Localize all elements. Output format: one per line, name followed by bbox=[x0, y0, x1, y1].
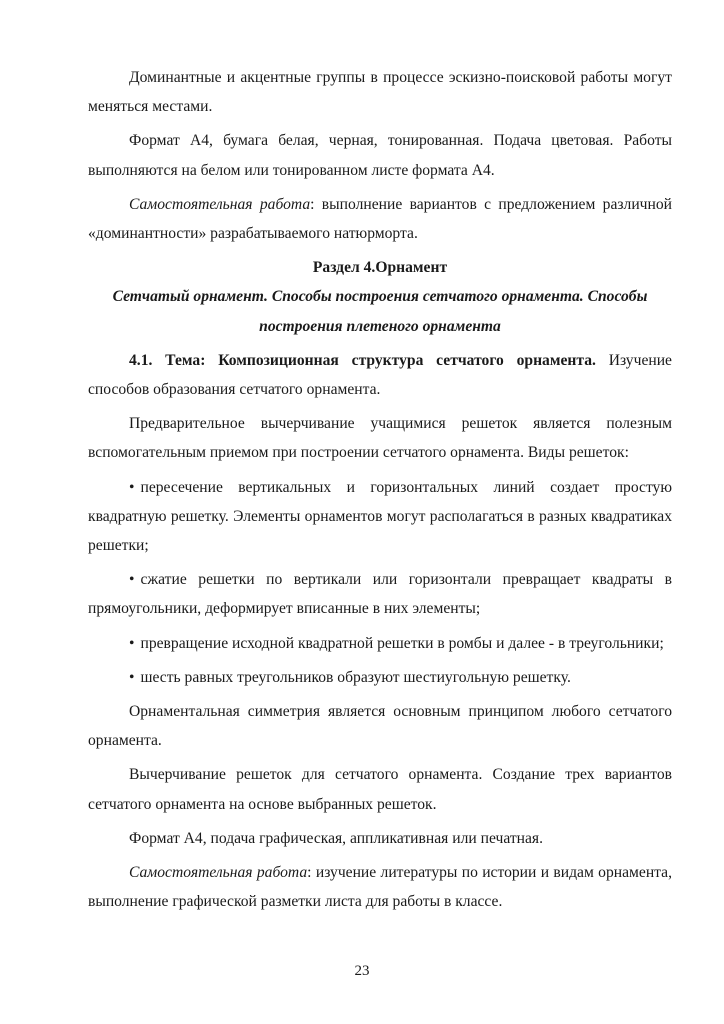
topic-heading: 4.1. Тема: Композиционная структура сетчатого орнамента. bbox=[129, 351, 596, 369]
bullet-item bbox=[88, 629, 672, 658]
paragraph-independent-work-1 bbox=[88, 190, 672, 248]
bullet-item bbox=[88, 473, 672, 561]
section-title: Раздел 4.Орнамент bbox=[312, 259, 448, 277]
bullet-text: пересечение вертикальных и горизонтальных линий создает простую квадратную решетку. Элементы орнаментов могут располагаться в разных квадратиках решетки; bbox=[88, 478, 672, 555]
page-number: 23 bbox=[354, 963, 370, 979]
bullet-item bbox=[88, 565, 672, 623]
bullet-icon: • bbox=[129, 634, 135, 652]
paragraph-grid-variants: Вычерчивание решеток для сетчатого орнамента. Создание трех вариантов сетчатого орнамента на основе выбранных решеток. bbox=[88, 766, 672, 813]
bullet-text: превращение исходной квадратной решетки в ромбы и далее - в треугольники; bbox=[140, 634, 664, 652]
paragraph-grid-drawing: Предварительное вычерчивание учащимися решеток является полезным вспомогательным приемом при построении сетчатого орнамента. Виды решеток: bbox=[88, 415, 672, 462]
section-subtitle: Сетчатый орнамент. Способы построения сетчатого орнамента. Способы построения плетеного орнамента bbox=[112, 288, 648, 335]
paragraph-dominant-groups: Доминантные и акцентные группы в процессе эскизно-поисковой работы могут меняться местами. bbox=[88, 69, 672, 116]
paragraph-format-a4: Формат А4, бумага белая, черная, тонированная. Подача цветовая. Работы выполняются на белом или тонированном листе формата А4. bbox=[88, 132, 672, 179]
independent-work-text: : выполнение вариантов с предложением различной «доминантности» разрабатываемого натюрморта. bbox=[88, 195, 672, 243]
paragraph-topic bbox=[88, 346, 672, 404]
bullet-icon: • bbox=[129, 571, 135, 589]
bullet-text: шесть равных треугольников образуют шестиугольную решетку. bbox=[140, 668, 571, 686]
paragraph-independent-work-2 bbox=[88, 858, 672, 916]
bullet-icon: • bbox=[129, 478, 135, 496]
independent-work-label: Самостоятельная работа bbox=[129, 864, 308, 882]
bullet-icon: • bbox=[129, 668, 135, 686]
paragraph-symmetry: Орнаментальная симметрия является основным принципом любого сетчатого орнамента. bbox=[88, 703, 672, 750]
paragraph-format-graphic: Формат А4, подача графическая, аппликативная или печатная. bbox=[129, 829, 543, 847]
independent-work-label: Самостоятельная работа bbox=[129, 195, 311, 213]
text-column bbox=[88, 63, 672, 916]
topic-text: Изучение способов образования сетчатого орнамента. bbox=[88, 351, 672, 399]
bullet-text: сжатие решетки по вертикали или горизонтали превращает квадраты в прямоугольники, деформирует вписанные в них элементы; bbox=[88, 571, 672, 618]
independent-work-text: : изучение литературы по истории и видам орнамента, выполнение графической разметки листа для работы в классе. bbox=[88, 864, 672, 911]
bullet-item bbox=[88, 663, 672, 692]
